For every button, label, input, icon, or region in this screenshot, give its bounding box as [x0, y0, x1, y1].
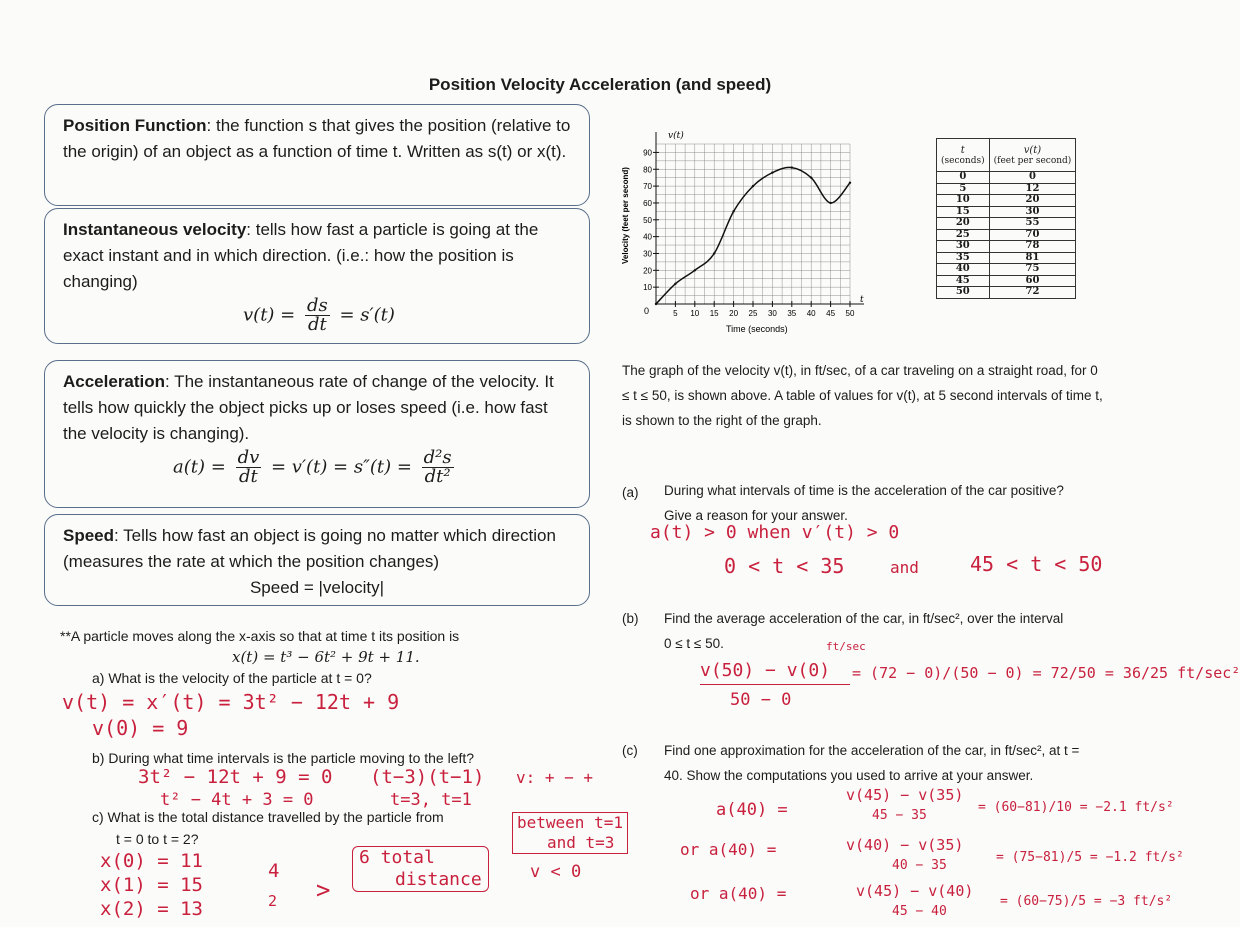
table-cell-v: 70	[989, 229, 1076, 241]
x-tick-label: 5	[673, 309, 678, 318]
acceleration-term: Acceleration	[63, 372, 166, 391]
right-intro: The graph of the velocity v(t), in ft/sec, of a car traveling on a straight road, for 0 ≤ t ≤ 50, is shown above. A table of values for v(t), at 5 second intervals of time t, is shown to the right of the graph.	[622, 363, 1103, 428]
table-cell-t: 15	[937, 206, 990, 218]
y-tick-label: 10	[643, 283, 652, 293]
table-row	[937, 183, 1076, 195]
hand-c4: 4	[268, 860, 280, 882]
velocity-graph	[608, 124, 888, 344]
hand-b4: t=3, t=1	[390, 790, 472, 810]
speed-text: : Tells how fast an object is going no matter which direction (measures the rate at which the position changes)	[63, 526, 556, 571]
question-b: b) During what time intervals is the particle moving to the left?	[92, 750, 475, 766]
velocity-term: Instantaneous velocity	[63, 220, 247, 239]
x-tick-label: 50	[845, 309, 855, 318]
particle-intro: **A particle moves along the x-axis so that at time t its position is	[60, 628, 460, 644]
hand-ra1: a(t) > 0 when v′(t) > 0	[650, 522, 900, 543]
table-cell-t: 45	[937, 275, 990, 287]
hand-rc2: v(45) − v(35)	[846, 786, 964, 804]
table-cell-v: 81	[989, 252, 1076, 264]
position-term: Position Function	[63, 116, 207, 135]
velocity-formula: v(t) = $\frac{ds}{dt}$ = s′(t)	[243, 295, 395, 335]
table-cell-v: 12	[989, 183, 1076, 195]
speed-formula: Speed = |velocity|	[249, 578, 385, 597]
hand-ra2: 0 < t < 35	[724, 554, 845, 578]
question-b-text: Find the average acceleration of the car, in ft/sec², over the interval 0 ≤ t ≤ 50.	[664, 611, 1064, 651]
hand-rc6: v(40) − v(35)	[846, 836, 964, 854]
table-cell-t: 50	[937, 287, 990, 299]
hand-rc12: = (60−75)/5 = −3 ft/s²	[1000, 894, 1173, 909]
hand-rc1: a(40) =	[716, 800, 788, 820]
table-cell-t: 5	[937, 183, 990, 195]
graph-t-label: t	[860, 295, 864, 305]
graph-ylabel: Velocity (feet per second)	[621, 167, 630, 264]
speed-definition-box	[44, 514, 590, 606]
hand-rc3: 45 − 35	[872, 808, 927, 823]
velocity-table	[936, 138, 1076, 299]
acceleration-text: : The instantaneous rate of change of the velocity. It tells how quickly the object picks up or loses speed (i.e. how fast the velocity is changing).	[63, 372, 554, 443]
hand-rc5: or a(40) =	[680, 840, 777, 859]
y-tick-label: 80	[643, 165, 652, 175]
hand-rc10: v(45) − v(40)	[856, 882, 974, 900]
table-cell-t: 40	[937, 264, 990, 276]
hand-rc11: 45 − 40	[892, 904, 947, 919]
hand-c2: x(1) = 15	[100, 874, 203, 896]
table-row	[937, 287, 1076, 299]
hand-b2: t² − 4t + 3 = 0	[160, 790, 314, 810]
table-row	[937, 241, 1076, 253]
x-tick-label: 45	[826, 309, 836, 318]
table-cell-t: 30	[937, 241, 990, 253]
hand-b6-box: between t=1 and t=3	[512, 812, 628, 854]
question-c-text: Find one approximation for the acceleration of the car, in ft/sec², at t = 40. Show the computations you used to arrive at your answer.	[664, 743, 1080, 783]
table-cell-v: 55	[989, 218, 1076, 230]
question-b-label: (b)	[622, 611, 639, 626]
y-tick-label: 50	[643, 215, 652, 225]
hand-c3: x(2) = 13	[100, 898, 203, 920]
particle-equation: x(t) = t³ − 6t² + 9t + 11.	[232, 648, 420, 666]
hand-rc4: = (60−81)/10 = −2.1 ft/s²	[978, 800, 1174, 815]
acceleration-definition-box	[44, 360, 590, 508]
table-header-v: v(t) (feet per second)	[989, 139, 1076, 172]
table-cell-t: 35	[937, 252, 990, 264]
hand-total-box: 6 total distance	[352, 846, 489, 892]
table-row	[937, 206, 1076, 218]
hand-rb1: v(50) − v(0)	[700, 660, 831, 681]
table-cell-v: 72	[989, 287, 1076, 299]
y-tick-label: 40	[643, 232, 652, 242]
hand-rc9: or a(40) =	[690, 884, 787, 903]
x-tick-label: 20	[729, 309, 739, 318]
table-cell-v: 75	[989, 264, 1076, 276]
question-c-line1: c) What is the total distance travelled by the particle from	[92, 809, 444, 825]
table-cell-v: 78	[989, 241, 1076, 253]
speed-term: Speed	[63, 526, 115, 545]
x-tick-label: 35	[787, 309, 797, 318]
ds-dt-fraction: $\frac{ds}{dt}$	[307, 295, 328, 335]
acceleration-formula: a(t) = $\frac{dv}{dt}$ = v′(t) = s″(t) = $\frac{\text{d²s}}{\text{dt²}}$	[173, 447, 452, 487]
table-row	[937, 252, 1076, 264]
velocity-definition-box	[44, 208, 590, 344]
question-c-label: (c)	[622, 743, 638, 758]
position-text: : the function s that gives the position (relative to the origin) of an object as a function of time t. Written as s(t) or x(t).	[63, 116, 571, 161]
hand-c5: 2	[268, 892, 278, 910]
table-cell-v: 60	[989, 275, 1076, 287]
x-tick-label: 40	[806, 309, 816, 318]
hand-b8: v < 0	[530, 862, 582, 882]
table-row	[937, 218, 1076, 230]
hand-rb3: ft/sec	[826, 640, 866, 653]
table-row	[937, 229, 1076, 241]
table-row	[937, 172, 1076, 184]
velocity-text: : tells how fast a particle is going at the exact instant and in which direction. (i.e.: how the position is changing)	[63, 220, 539, 291]
hand-rb4: = (72 − 0)/(50 − 0) = 72/50 = 36/25 ft/sec²	[852, 664, 1240, 682]
hand-b1: 3t² − 12t + 9 = 0	[138, 766, 333, 788]
x-tick-label: 15	[709, 309, 719, 318]
table-cell-t: 0	[937, 172, 990, 184]
x-tick-label: 10	[690, 309, 700, 318]
hand-rc8: = (75−81)/5 = −1.2 ft/s²	[996, 850, 1184, 865]
hand-a1: v(t) = x′(t) = 3t² − 12t + 9	[62, 690, 400, 714]
question-a-label: (a)	[622, 485, 639, 500]
y-tick-label: 60	[643, 198, 652, 208]
y-tick-label: 70	[643, 182, 652, 192]
table-cell-v: 20	[989, 195, 1076, 207]
question-a: a) What is the velocity of the particle at t = 0?	[92, 670, 372, 686]
table-row	[937, 195, 1076, 207]
hand-rb2: 50 − 0	[730, 690, 792, 710]
position-definition-box	[44, 104, 590, 206]
graph-origin: 0	[644, 306, 650, 316]
hand-c1: x(0) = 11	[100, 850, 203, 872]
hand-b5: v: + − +	[516, 768, 594, 787]
table-header-t: t (seconds)	[937, 139, 990, 172]
table-cell-t: 25	[937, 229, 990, 241]
graph-xlabel: Time (seconds)	[726, 324, 788, 334]
table-row	[937, 264, 1076, 276]
table-cell-v: 0	[989, 172, 1076, 184]
question-a-text: During what intervals of time is the acceleration of the car positive? Give a reason for your answer.	[664, 483, 1064, 523]
page-title: Position Velocity Acceleration (and speed)	[428, 75, 772, 94]
hand-ra3: and	[890, 558, 919, 577]
hand-rc7: 40 − 35	[892, 858, 947, 873]
table-cell-t: 10	[937, 195, 990, 207]
x-tick-label: 25	[748, 309, 758, 318]
y-tick-label: 90	[643, 148, 652, 158]
gt-symbol: >	[316, 876, 331, 904]
question-c-line2: t = 0 to t = 2?	[116, 831, 199, 847]
hand-b3: (t−3)(t−1)	[370, 766, 485, 788]
table-cell-v: 30	[989, 206, 1076, 218]
graph-y-top-label: v(t)	[668, 131, 684, 141]
y-tick-label: 30	[643, 249, 652, 259]
x-tick-label: 30	[767, 309, 777, 318]
hand-a2: v(0) = 9	[92, 716, 189, 740]
hand-ra4: 45 < t < 50	[970, 552, 1103, 576]
table-cell-t: 20	[937, 218, 990, 230]
y-tick-label: 20	[643, 266, 652, 276]
table-row	[937, 275, 1076, 287]
